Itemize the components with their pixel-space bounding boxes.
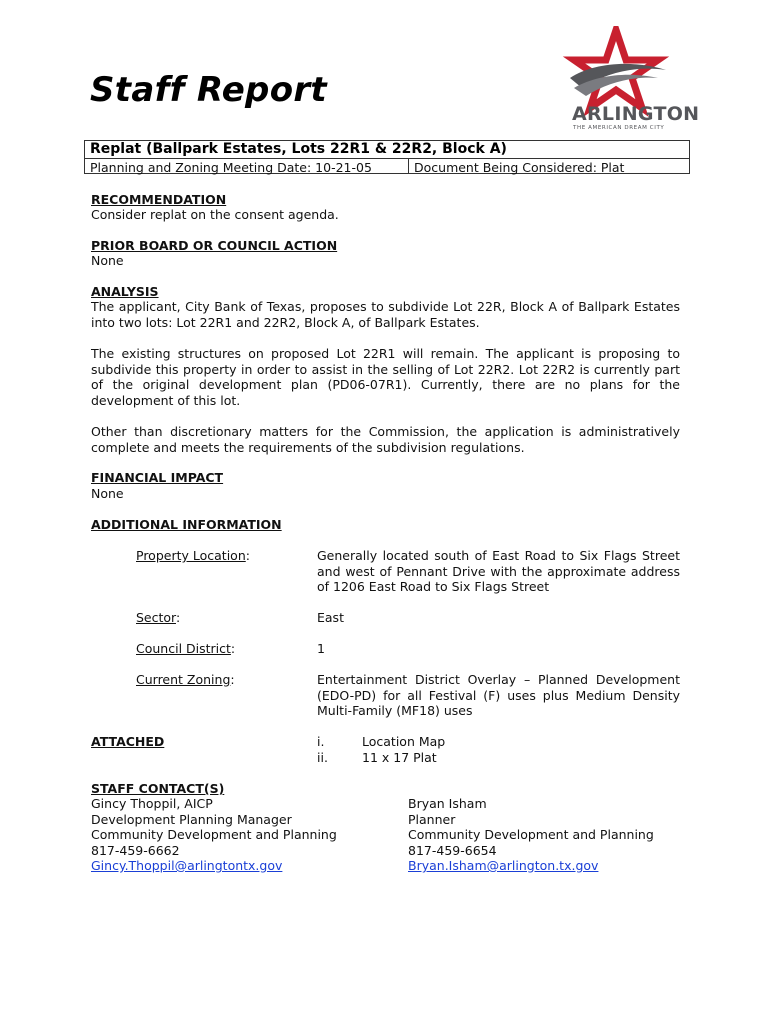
- attachment-location-map: Location Map: [362, 734, 446, 749]
- contact-email-link[interactable]: Bryan.Isham@arlington.tx.gov: [408, 858, 599, 873]
- prior-action-heading: PRIOR BOARD OR COUNCIL ACTION: [91, 238, 338, 253]
- council-district-label: Council District:: [136, 641, 236, 656]
- current-zoning-label: Current Zoning:: [136, 672, 235, 687]
- staff-contact-2: [408, 796, 654, 874]
- document-considered: Document Being Considered: Plat: [414, 160, 625, 175]
- contact-phone: 817-459-6654: [408, 842, 497, 858]
- current-zoning-value: Entertainment District Overlay – Planned Development (EDO-PD) for all Festival (F) uses plus Medium Density Multi-Family (MF18) uses: [317, 672, 680, 718]
- financial-impact-text: None: [91, 486, 124, 501]
- page-title: Staff Report: [90, 70, 327, 110]
- contact-phone: 817-459-6662: [91, 842, 180, 858]
- meeting-date: Planning and Zoning Meeting Date: 10-21-05: [90, 160, 372, 175]
- attached-heading: ATTACHED: [91, 734, 165, 749]
- attachment-number: ii.: [317, 750, 328, 765]
- additional-info-heading: ADDITIONAL INFORMATION: [91, 517, 282, 532]
- analysis-paragraph-2: The existing structures on proposed Lot 22R1 will remain. The applicant is proposing to subdivide this property in order to assist in the selling of Lot 22R2. Lot 22R2 is currently part of the original development plan (PD06-07R1). Currently, there are no plans for the development of this lot.: [91, 346, 680, 408]
- sector-label: Sector:: [136, 610, 181, 625]
- contact-title: Planner: [408, 811, 456, 827]
- contact-name: Bryan Isham: [408, 796, 487, 811]
- analysis-paragraph-3: Other than discretionary matters for the Commission, the application is administratively complete and meets the requirements of the subdivision regulations.: [91, 424, 680, 455]
- attachment-plat: 11 x 17 Plat: [362, 750, 437, 765]
- contact-title: Development Planning Manager: [91, 811, 292, 827]
- divider: [408, 158, 409, 174]
- report-subject: Replat (Ballpark Estates, Lots 22R1 & 22R2, Block A): [90, 141, 507, 157]
- contact-name: Gincy Thoppil, AICP: [91, 796, 213, 811]
- prior-action-text: None: [91, 253, 124, 268]
- staff-contacts-heading: STAFF CONTACT(S): [91, 781, 225, 796]
- analysis-heading: ANALYSIS: [91, 284, 159, 299]
- attachment-number: i.: [317, 734, 325, 749]
- contact-email-link[interactable]: Gincy.Thoppil@arlingtontx.gov: [91, 858, 283, 873]
- recommendation-heading: RECOMMENDATION: [91, 192, 227, 207]
- financial-impact-heading: FINANCIAL IMPACT: [91, 470, 224, 485]
- logo-tagline: THE AMERICAN DREAM CITY: [573, 125, 665, 131]
- analysis-paragraph-1: The applicant, City Bank of Texas, proposes to subdivide Lot 22R, Block A of Ballpark Estates into two lots: Lot 22R1 and 22R2, Block A, of Ballpark Estates.: [91, 299, 680, 330]
- council-district-value: 1: [317, 641, 325, 656]
- property-location-value: Generally located south of East Road to Six Flags Street and west of Pennant Drive with the approximate address of 1206 East Road to Six Flags Street: [317, 548, 680, 594]
- contact-department: Community Development and Planning: [91, 827, 337, 842]
- recommendation-text: Consider replat on the consent agenda.: [91, 207, 339, 222]
- divider: [84, 158, 690, 159]
- property-location-label: Property Location:: [136, 548, 250, 563]
- staff-contact-1: [91, 796, 337, 874]
- sector-value: East: [317, 610, 344, 625]
- logo-wordmark: ARLINGTON: [572, 103, 700, 125]
- contact-department: Community Development and Planning: [408, 827, 654, 842]
